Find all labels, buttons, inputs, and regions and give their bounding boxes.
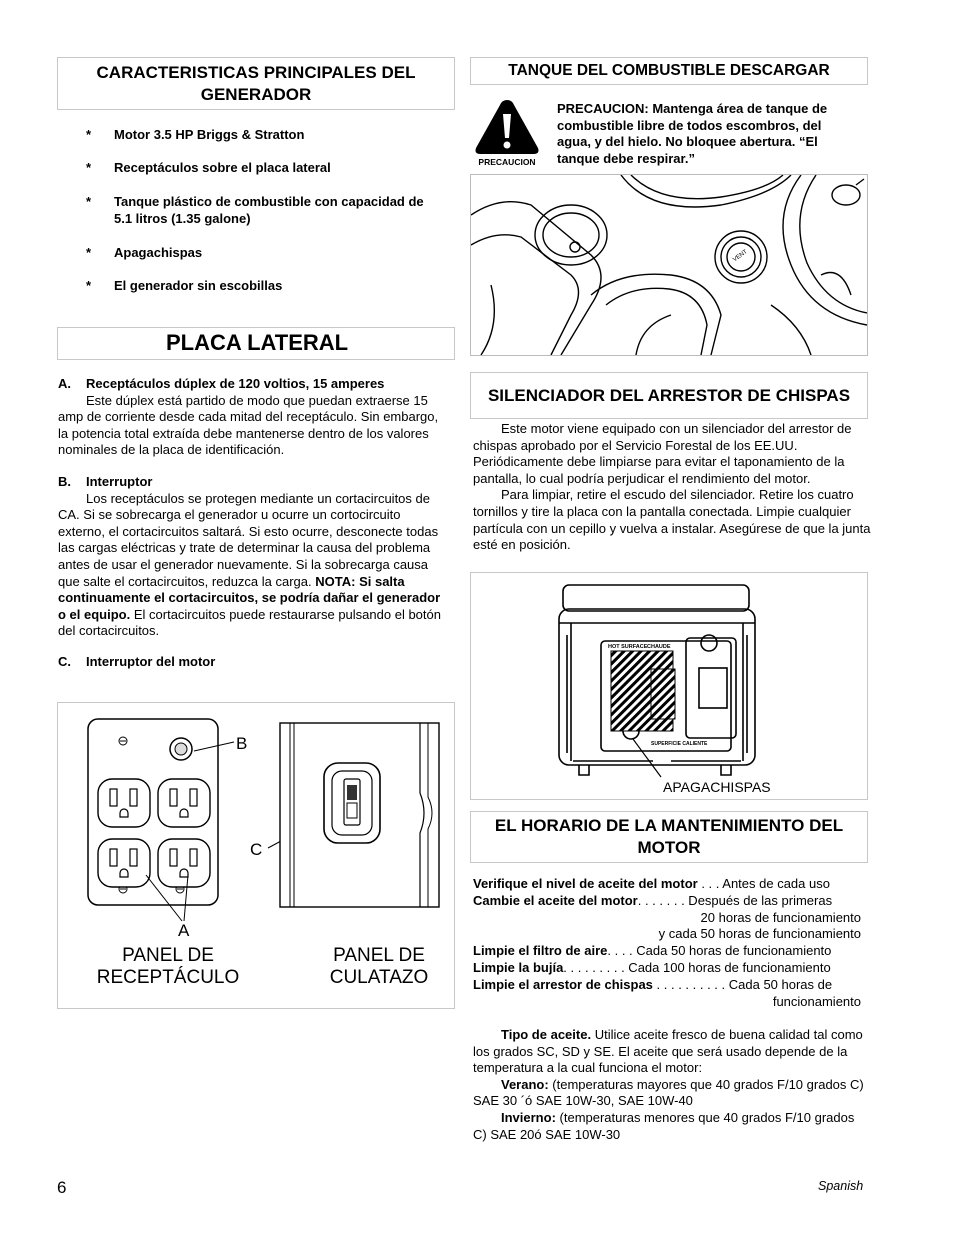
schedule-item-label: Limpie la bujía — [473, 959, 564, 975]
section-a-title: Receptáculos dúplex de 120 voltios, 15 amperes — [86, 376, 385, 391]
horario-heading — [470, 811, 868, 863]
silenciador-paragraph-2: Para limpiar, retire el escudo del silenciador. Retire los cuatro tornillos y tire la placa con la pantalla conectada. Limpie cualquier partícula con un cepillo y vuelva a instalar. Asegúrese de que la junta esté en posición. — [473, 487, 871, 553]
schedule-item-label: Limpie el filtro de aire — [473, 943, 608, 959]
schedule-row — [473, 876, 861, 893]
section-b-label: B. — [58, 474, 71, 489]
schedule-item-label: Cambie el aceite del motor — [473, 892, 638, 908]
silenciador-heading — [470, 372, 868, 419]
schedule-row — [473, 977, 861, 994]
caption-culatazo — [284, 945, 474, 989]
silenciador-paragraph-1: Este motor viene equipado con un silenciador del arrestor de chispas aprobado por el Servicio Forestal de los EE.UU. Periódicamente debe limpiarse para evitar el taponamiento de la pantalla, lo cual podría perjudicar el rendimiento del motor. — [473, 421, 852, 486]
section-c — [58, 654, 450, 671]
vent-cap-text: VENT — [732, 249, 749, 264]
bullet-star: * — [86, 278, 92, 293]
placa-heading — [57, 327, 455, 360]
schedule-item-value: . . . . . . . . . Cada 100 horas de funcionamiento — [563, 959, 831, 975]
engine-hot-surface: HOT SURFACE — [608, 644, 648, 650]
label-c: C — [250, 840, 263, 859]
horario-heading-text: EL HORARIO DE LA MANTENIMIENTO DEL MOTOR — [494, 816, 844, 857]
feature-text: El generador sin escobillas — [114, 278, 283, 293]
tank-heading-text: TANQUE DEL COMBUSTIBLE DESCARGAR — [508, 62, 830, 79]
feature-text: Receptáculos sobre el placa lateral — [114, 160, 331, 175]
engine-chaude: CHAUDE — [647, 644, 671, 650]
section-c-title: Interruptor del motor — [86, 654, 216, 669]
oil-winter-text: (temperaturas menores que 40 grados F/10 grados C) SAE 20ó SAE 10W-30 — [473, 1109, 855, 1142]
section-a-body: Este dúplex está partido de modo que puedan extraerse 15 amp de corriente desde cada mitad del receptáculo. Sin embargo, la potencia total extraída debe mantenerse dentro de los valores nominales de la placa de identificación. — [58, 392, 439, 458]
schedule-row — [473, 960, 861, 977]
section-b — [58, 474, 450, 640]
section-a — [58, 376, 450, 459]
schedule-item-value: . . . . Cada 50 horas de funcionamiento — [607, 943, 832, 959]
oil-summer-label: Verano: — [501, 1076, 549, 1092]
features-heading — [57, 57, 455, 110]
warning-label: PRECAUCION — [478, 157, 536, 167]
section-a-label: A. — [58, 376, 71, 391]
bullet-star: * — [86, 160, 92, 175]
section-b-title: Interruptor — [86, 474, 153, 489]
caption-receptacle — [58, 945, 278, 989]
schedule-row — [473, 926, 861, 943]
silenciador-heading-text: SILENCIADOR DEL ARRESTOR DE CHISPAS — [487, 385, 851, 405]
feature-text: Motor 3.5 HP Briggs & Stratton — [114, 127, 305, 142]
fuel-tank-illustration — [471, 175, 867, 355]
schedule-row — [473, 893, 861, 910]
page-number: 6 — [57, 1178, 67, 1197]
schedule-row — [473, 943, 861, 960]
schedule-item-value: . . . Antes de cada uso — [697, 876, 830, 891]
warning-icon — [472, 98, 542, 170]
caption-receptacle-line1: PANEL DE — [122, 945, 214, 966]
warning-text: PRECAUCION: Mantenga área de tanque de combustible libre de todos escombros, del agua, y del hielo. No bloquee abertura. “El tanque debe respirar.” — [557, 101, 828, 166]
section-b-body-2: El cortacircuitos puede restaurarse pulsando el botón del cortacircuitos. — [58, 606, 441, 639]
schedule-item-value: . . . . . . . Después de las primeras — [637, 892, 833, 908]
section-b-note: NOTA: Si salta continuamente el cortacircuitos, se podría dañar el generador o el equipo. — [58, 573, 441, 622]
bullet-star: * — [86, 127, 92, 142]
oil-section — [473, 1027, 865, 1143]
language-label: Spanish — [818, 1179, 864, 1193]
feature-text: Tanque plástico de combustible con capacidad de 5.1 litros (1.35 galone) — [114, 194, 424, 226]
engine-superficie: SUPERFICIE CALIENTE — [651, 741, 708, 747]
schedule-item-value: 20 horas de funcionamiento — [700, 909, 861, 925]
tank-heading — [470, 57, 868, 85]
fuel-tank-figure — [470, 174, 868, 356]
oil-winter-label: Invierno: — [501, 1109, 556, 1125]
schedule-item-label: Limpie el arrestor de chispas — [473, 976, 653, 992]
placa-heading-text: PLACA LATERAL — [166, 330, 349, 355]
schedule-item-value: . . . . . . . . . . Cada 50 horas de — [652, 976, 833, 992]
caption-receptacle-line2: RECEPTÁCULO — [96, 967, 240, 988]
panel-figure — [57, 702, 455, 1009]
engine-figure — [470, 572, 868, 800]
engine-illustration — [471, 573, 867, 799]
schedule-item-value: funcionamiento — [772, 993, 861, 1009]
bullet-star: * — [86, 245, 92, 260]
oil-type-text: Utilice aceite fresco de buena calidad tal como los grados SC, SD y SE. El aceite que será usado depende de la temperatura a la cual funciona el motor: — [473, 1027, 863, 1076]
features-heading-text: CARACTERISTICAS PRINCIPALES DEL GENERADOR — [96, 62, 416, 104]
label-a: A — [178, 921, 190, 940]
warning-sign — [472, 98, 542, 170]
bullet-star: * — [86, 194, 92, 209]
silenciador-body — [473, 421, 873, 554]
label-b: B — [236, 734, 248, 753]
section-c-label: C. — [58, 654, 71, 669]
oil-summer-text: (temperaturas mayores que 40 grados F/10 grados C) SAE 30 ´ó SAE 10W-30, SAE 10W-40 — [473, 1076, 864, 1109]
caption-culatazo-line1: PANEL DE — [333, 945, 425, 966]
schedule-row — [473, 994, 861, 1011]
schedule-row — [473, 910, 861, 927]
schedule-item-value: y cada 50 horas de funcionamiento — [658, 926, 861, 942]
caption-culatazo-line2: CULATAZO — [329, 967, 429, 988]
feature-text: Apagachispas — [114, 245, 203, 260]
apagachispas-label: APAGACHISPAS — [663, 779, 771, 795]
maintenance-schedule — [473, 876, 861, 1010]
section-b-body: Los receptáculos se protegen mediante un cortacircuitos de CA. Si se sobrecarga el generador u ocurre un cortocircuito externo, el cortacircuitos saltará. Si esto ocurre, desconecte todas las cargas eléctricas y trate de determinar la causa del problema antes de usar el generador nuevamente. Si la sobrecarga causa que salte el cortacircuitos, reduzca la carga. — [58, 490, 439, 589]
schedule-item-label: Verifique el nivel de aceite del motor — [473, 876, 698, 891]
oil-type-label: Tipo de aceite. — [501, 1027, 592, 1042]
